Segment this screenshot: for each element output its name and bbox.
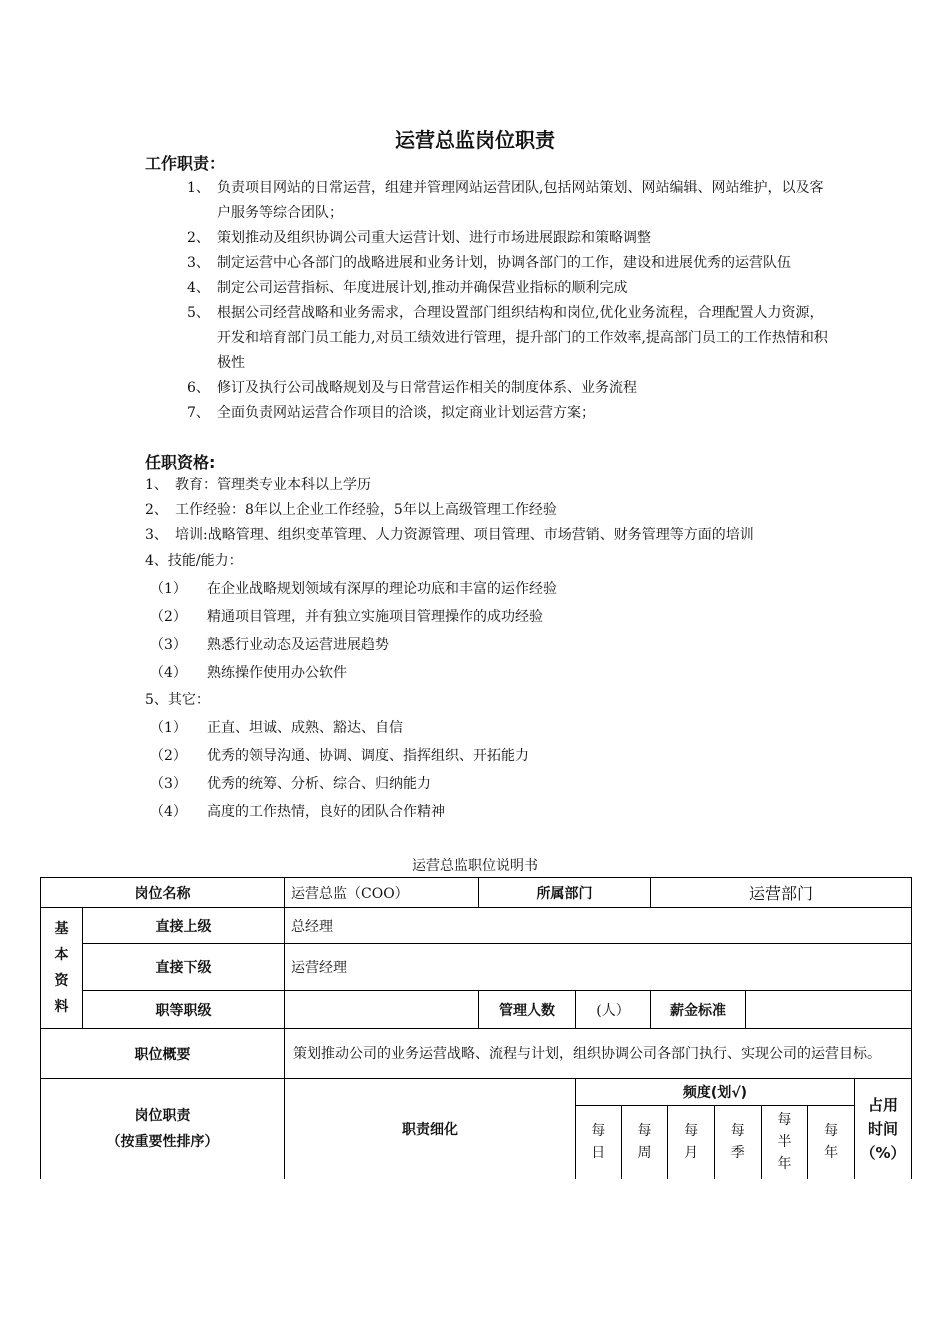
other-item-number: （3） xyxy=(150,776,187,792)
skill-item-number: （2） xyxy=(150,609,187,625)
duty-item xyxy=(187,276,837,301)
detail-column-header: 职责细化 xyxy=(285,1079,576,1180)
duty-item xyxy=(187,176,837,226)
qualification-item xyxy=(145,473,825,498)
other-item xyxy=(145,798,825,826)
qualification-item-number: 3、 xyxy=(145,527,168,543)
qualification-item-text: 教育：管理类专业本科以上学历 xyxy=(175,477,371,493)
qualification-item-text: 培训:战略管理、组织变革管理、人力资源管理、项目管理、市场营销、财务管理等方面的培训 xyxy=(175,527,754,543)
skill-item xyxy=(145,631,825,659)
subordinate-label: 直接下级 xyxy=(83,944,285,991)
duty-item-text: 制定运营中心各部门的战略进展和业务计划，协调各部门的工作，建设和进展优秀的运营队伍 xyxy=(217,255,791,271)
frequency-column: 每 周 xyxy=(621,1105,668,1179)
manage-count-value: (人） xyxy=(576,991,651,1029)
qualifications-list xyxy=(145,473,825,826)
position-description-table xyxy=(40,877,912,1179)
qualification-item-number: 1、 xyxy=(145,477,168,493)
duty-item-number: 2、 xyxy=(187,230,210,246)
other-item-number: （2） xyxy=(150,748,187,764)
duty-item xyxy=(187,376,837,401)
skill-item-text: 熟练操作使用办公软件 xyxy=(207,665,347,681)
frequency-column: 每 月 xyxy=(668,1105,715,1179)
other-item-text: 优秀的统筹、分析、综合、归纳能力 xyxy=(207,776,431,792)
frequency-column: 每 日 xyxy=(576,1105,621,1179)
frequency-column: 每 半 年 xyxy=(761,1105,808,1179)
form-caption: 运营总监职位说明书 xyxy=(412,858,538,874)
duties-heading: 工作职责： xyxy=(145,154,226,173)
duty-item xyxy=(187,301,837,376)
duty-item-number: 5、 xyxy=(187,305,210,321)
skill-item-number: （3） xyxy=(150,637,187,653)
salary-label: 薪金标准 xyxy=(651,991,746,1029)
frequency-column: 每 年 xyxy=(808,1105,855,1179)
superior-value: 总经理 xyxy=(285,908,912,944)
department-value: 运营部门 xyxy=(651,878,912,908)
subordinate-value: 运营经理 xyxy=(285,944,912,991)
duties-column-header xyxy=(41,1079,285,1180)
position-name-label: 岗位名称 xyxy=(41,878,285,908)
grade-label: 职等职级 xyxy=(83,991,285,1029)
other-item xyxy=(145,770,825,798)
duty-item xyxy=(187,251,837,276)
qualification-item xyxy=(145,523,825,548)
duty-item-number: 4、 xyxy=(187,280,210,296)
summary-label: 职位概要 xyxy=(41,1029,285,1079)
manage-count-label: 管理人数 xyxy=(479,991,576,1029)
duty-item-text: 制定公司运营指标、年度进展计划,推动并确保营业指标的顺利完成 xyxy=(217,280,628,296)
other-item-text: 正直、坦诚、成熟、豁达、自信 xyxy=(207,720,403,736)
frequency-header xyxy=(576,1079,912,1180)
duty-item-text: 负责项目网站的日常运营，组建并管理网站运营团队,包括网站策划、网站编辑、网站维护，以及客户服务等综合团队； xyxy=(217,180,824,221)
other-item xyxy=(145,714,825,742)
duty-item-text: 根据公司经营战略和业务需求，合理设置部门组织结构和岗位,优化业务流程，合理配置人力资源，开发和培育部门员工能力,对员工绩效进行管理，提升部门的工作效率,提高部门员工的工作热情和积极性 xyxy=(217,305,828,371)
qualification-item xyxy=(145,498,825,523)
page-title: 运营总监岗位职责 xyxy=(395,128,555,152)
skill-item-number: （4） xyxy=(150,665,187,681)
qualification-item-number: 2、 xyxy=(145,502,168,518)
other-item xyxy=(145,742,825,770)
duty-item-number: 6、 xyxy=(187,380,210,396)
skills-label: 4、技能/能力： xyxy=(145,553,243,569)
department-label: 所属部门 xyxy=(479,878,651,908)
duty-item xyxy=(187,401,837,426)
qualifications-heading: 任职资格: xyxy=(145,453,216,472)
basic-info-label: 基 本 资 料 xyxy=(41,908,83,1029)
duties-column-label: 岗位职责 xyxy=(134,1108,191,1124)
duties-column-sublabel: （按重要性排序） xyxy=(106,1134,219,1150)
summary-value: 策划推动公司的业务运营战略、流程与计划，组织协调公司各部门执行、实现公司的运营目标。 xyxy=(285,1029,912,1079)
frequency-label: 频度(划√) xyxy=(576,1079,855,1105)
skill-item xyxy=(145,659,825,687)
skill-item-text: 在企业战略规划领域有深厚的理论功底和丰富的运作经验 xyxy=(207,581,557,597)
skill-item xyxy=(145,603,825,631)
other-item-number: （1） xyxy=(150,720,187,736)
skill-item-text: 精通项目管理，并有独立实施项目管理操作的成功经验 xyxy=(207,609,543,625)
other-item-number: （4） xyxy=(150,804,187,820)
duty-item-text: 全面负责网站运营合作项目的洽谈，拟定商业计划运营方案； xyxy=(217,405,595,421)
frequency-column: 每 季 xyxy=(714,1105,761,1179)
skill-item-text: 熟悉行业动态及运营进展趋势 xyxy=(207,637,389,653)
grade-value xyxy=(285,991,479,1029)
superior-label: 直接上级 xyxy=(83,908,285,944)
duty-item-number: 7、 xyxy=(187,405,210,421)
duty-item-number: 3、 xyxy=(187,255,210,271)
other-label: 5、其它： xyxy=(145,692,210,708)
other-item-text: 高度的工作热情，良好的团队合作精神 xyxy=(207,804,445,820)
duty-item xyxy=(187,226,837,251)
salary-value xyxy=(746,991,912,1029)
other-item-text: 优秀的领导沟通、协调、调度、指挥组织、开拓能力 xyxy=(207,748,529,764)
qualification-item-text: 工作经验：8年以上企业工作经验，5年以上高级管理工作经验 xyxy=(175,502,557,518)
duty-item-text: 修订及执行公司战略规划及与日常营运作相关的制度体系、业务流程 xyxy=(217,380,637,396)
skill-item-number: （1） xyxy=(150,581,187,597)
time-share-label: 占用 时间 （%） xyxy=(855,1079,912,1179)
skill-item xyxy=(145,575,825,603)
position-name-value: 运营总监（COO） xyxy=(285,878,479,908)
duty-item-text: 策划推动及组织协调公司重大运营计划、进行市场进展跟踪和策略调整 xyxy=(217,230,651,246)
duty-item-number: 1、 xyxy=(187,180,210,196)
duties-list xyxy=(187,176,837,426)
